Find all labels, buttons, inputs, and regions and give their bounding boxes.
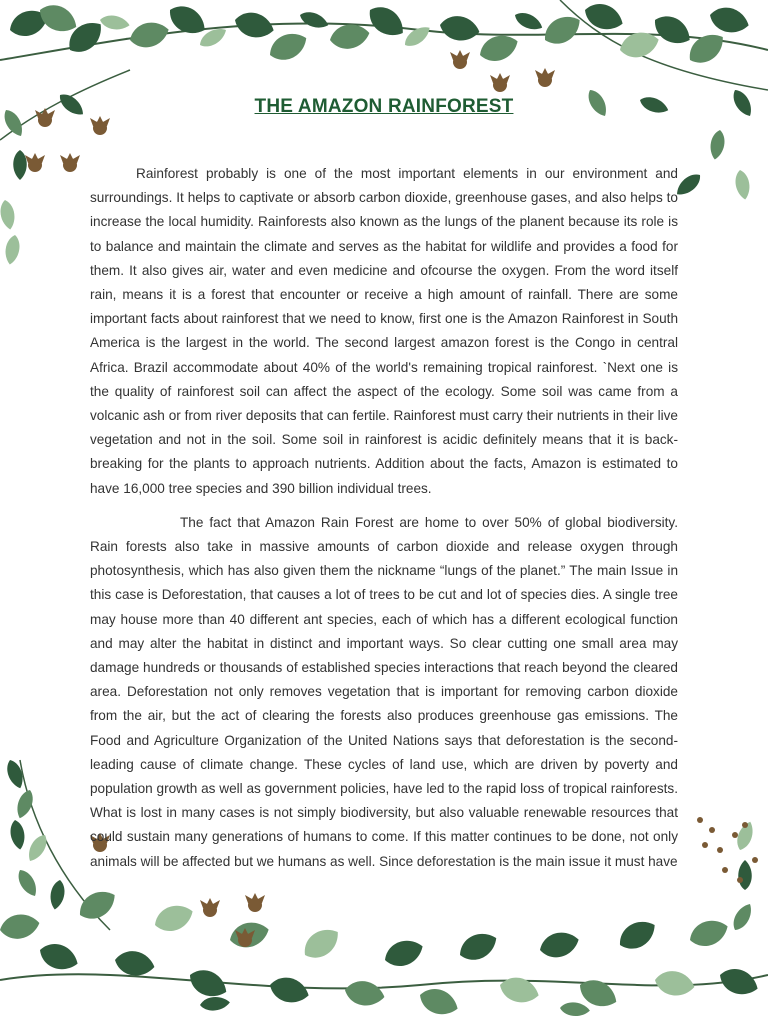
body-paragraph-2: The fact that Amazon Rain Forest are home to over 50% of global biodiversity. Rain forests also take in massive amounts of carbon dioxide and release oxygen through photosynthesis, which has also given them the nickname “lungs of the planet.” The main Issue in this case is Deforestation, that causes a lot of trees to be cut and lot of species dies. A single tree may house more than 40 different ant species, each of which has a different ecological function and may alter the habitat in distinct and important ways. So clear cutting one small area may damage hundreds or thousands of established species interactions that reach beyond the cleared area. Deforestation not only removes vegetation that is important for removing carbon dioxide from the air, but the act of clearing the forests also produces greenhouse gas emissions. The Food and Agriculture Organization of the United Nations says that deforestation is the second-leading cause of climate change. These cycles of land use, which are driven by poverty and population growth as well as government policies, have led to the rapid loss of tropical rainforests. What is lost in many cases is not simply biodiversity, but also valuable renewable resources that could sustain many generations of humans to come. If this matter continues to be done, not only animals will be affected but we humans as well. Since deforestation is the main issue it must have xyxy=(90,514,678,869)
document-body xyxy=(90,162,678,874)
body-paragraph-1: Rainforest probably is one of the most important elements in our environment and surroundings. It helps to captivate or absorb carbon dioxide, greenhouse gases, and also helps to increase the local humidity. Rainforests also known as the lungs of the planent because its role is to balance and maintain the climate and serves as the habitat for wildlife and provides a food for them. It also gives air, water and even medicine and ofcourse the oxygen. From the word itself rain, means it is a forest that encounter or receive a high amount of rainfall. There are some important facts about rainforest that we need to know, first one is the Amazon Rainforest in South America is the largest in the world. The second largest amazon forest is the Congo in central Africa. Brazil accommodate about 40% of the world's remaining tropical rainforest. `Next one is the quality of rainforest soil can affect the aspect of the ecology. Some soil was came from a volcanic ash or from river deposits that can fertile. Rainforest must carry their nutrients in their live vegetation and not in the soil. Some soil in rainforest is acidic definitely means that it is back-breaking for the plants to approach nutrients. Addition about the facts, Amazon is estimated to have 16,000 tree species and 390 billion individual trees. xyxy=(90,166,678,496)
page-title: THE AMAZON RAINFOREST xyxy=(254,96,514,117)
